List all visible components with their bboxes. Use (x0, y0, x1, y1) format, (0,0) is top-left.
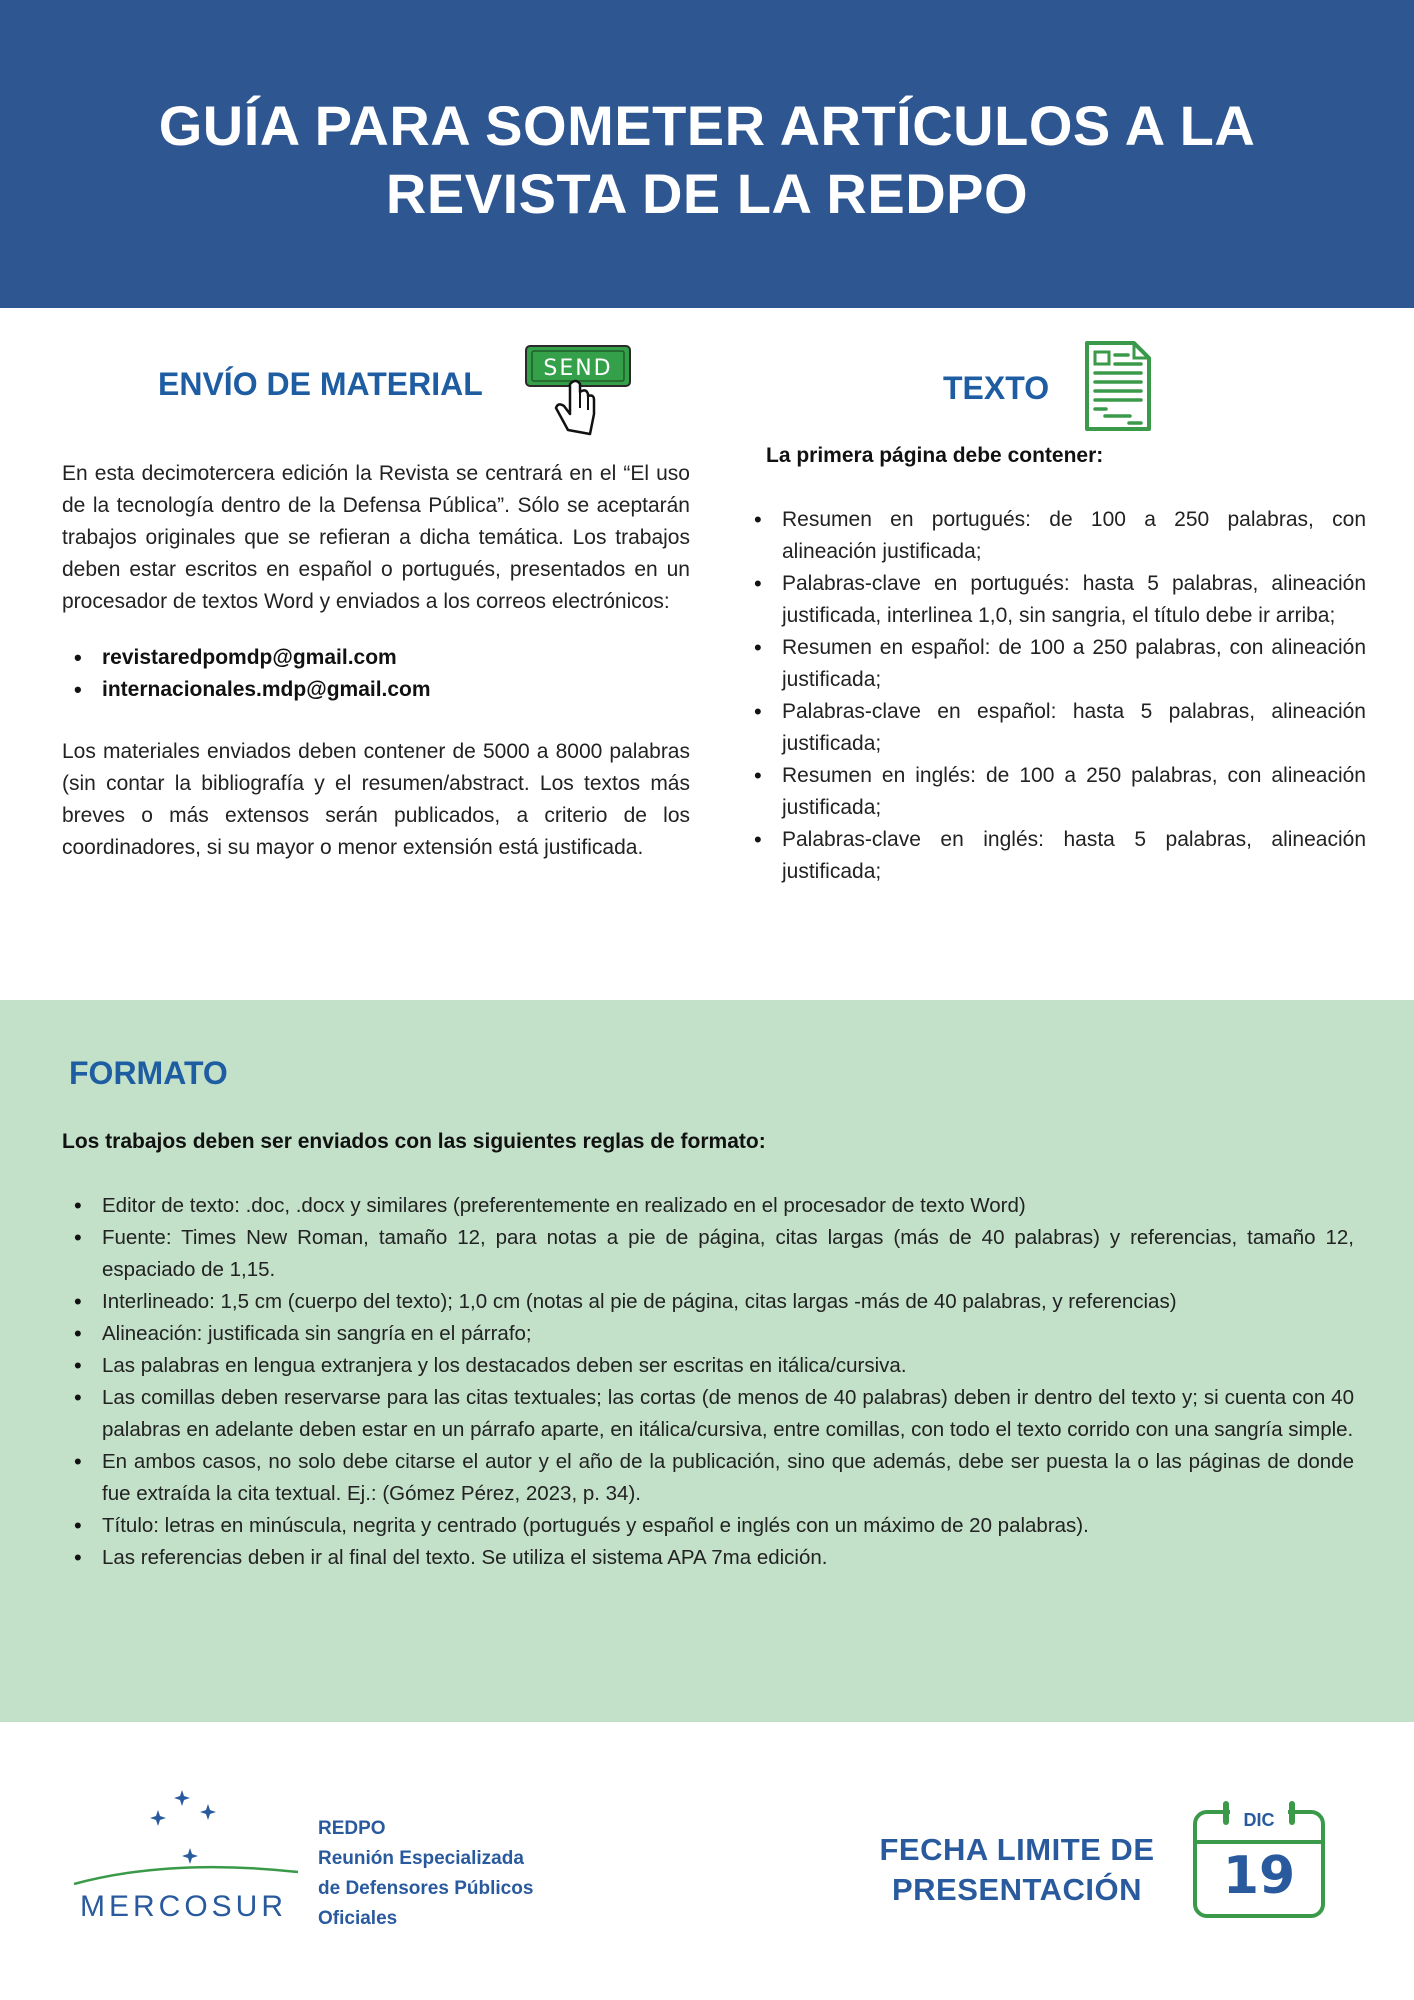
title-line-2: REVISTA DE LA REDPO (385, 162, 1029, 225)
texto-list-item: • Palabras-clave en inglés: hasta 5 palabras, alineación justificada; (782, 824, 1366, 888)
texto-list-item: • Resumen en inglés: de 100 a 250 palabras, con alineación justificada; (782, 760, 1366, 824)
deadline-label (862, 1830, 1172, 1910)
email-item[interactable]: • internacionales.mdp@gmail.com (102, 674, 690, 706)
formato-list-item: • Título: letras en minúscula, negrita y centrado (portugués y español e inglés con un máximo de 20 palabras). (102, 1510, 1354, 1542)
formato-list-item: • Las comillas deben reservarse para las citas textuales; las cortas (de menos de 40 palabras) deben ir dentro del texto y; si cuenta con 40 palabras en adelante deben estar en un párrafo aparte, en itálica/cursiva, entre comillas, con todo el texto corrido con una sangría simple. (102, 1382, 1354, 1446)
header-banner (0, 0, 1414, 308)
envio-paragraph-2: Los materiales enviados deben contener de 5000 a 8000 palabras (sin contar la bibliografía y el resumen/abstract. Los textos más breves o más extensos serán publicados, a criterio de los coordinadores, si su mayor o menor extensión está justificada. (62, 740, 690, 859)
formato-intro: Los trabajos deben ser enviados con las siguientes reglas de formato: (62, 1130, 766, 1153)
texto-list-item: • Resumen en portugués: de 100 a 250 palabras, con alineación justificada; (782, 504, 1366, 568)
mercosur-logo-text: MERCOSUR (80, 1890, 288, 1923)
formato-list-item: • Las referencias deben ir al final del texto. Se utiliza el sistema APA 7ma edición. (102, 1542, 1354, 1574)
formato-list-item: • Las palabras en lengua extranjera y los destacados deben ser escritas en itálica/cursiva. (102, 1350, 1354, 1382)
texto-column (758, 440, 1366, 888)
deadline-line-1: FECHA LIMITE DE (879, 1832, 1155, 1867)
email-list (102, 642, 690, 706)
calendar-month: DIC (1243, 1810, 1275, 1830)
org-line: Oficiales (318, 1908, 398, 1929)
send-label: SEND (543, 356, 613, 381)
envio-section-title: ENVÍO DE MATERIAL (158, 366, 483, 402)
texto-list (782, 504, 1366, 888)
email-item[interactable]: • revistaredpomdp@gmail.com (102, 642, 690, 674)
formato-list (102, 1190, 1354, 1574)
send-button-icon (524, 344, 632, 438)
texto-list-item: • Palabras-clave en español: hasta 5 palabras, alineación justificada; (782, 696, 1366, 760)
texto-list-item: • Palabras-clave en portugués: hasta 5 palabras, alineación justificada, interlinea 1,0, sin sangria, el título debe ir arriba; (782, 568, 1366, 632)
envio-column (62, 458, 690, 864)
formato-list-item: • Alineación: justificada sin sangría en el párrafo; (102, 1318, 1354, 1350)
page-title (0, 92, 1414, 228)
mercosur-logo (70, 1780, 310, 1890)
formato-list-item: • En ambos casos, no solo debe citarse el autor y el año de la publicación, sino que además, debe ser puesta la o las páginas de donde fue extraída la cita textual. Ej.: (Gómez Pérez, 2023, p. 34). (102, 1446, 1354, 1510)
southern-cross-stars-icon (150, 1790, 216, 1864)
org-line: de Defensores Públicos (318, 1878, 534, 1899)
texto-section-title: TEXTO (943, 370, 1050, 406)
formato-section-title: FORMATO (69, 1055, 228, 1091)
formato-list-item: • Editor de texto: .doc, .docx y similares (preferentemente en realizado en el procesador de texto Word) (102, 1190, 1354, 1222)
calendar-day: 19 (1222, 1846, 1296, 1906)
envio-paragraph-1: En esta decimotercera edición la Revista se centrará en el “El uso de la tecnología dentro de la Defensa Pública”. Sólo se aceptarán trabajos originales que se refieran a dicha temática. Los trabajos deben estar escritos en español o portugués, presentados en un procesador de textos Word y enviados a los correos electrónicos: (62, 462, 690, 613)
organization-name (318, 1814, 533, 1934)
formato-list-item: • Fuente: Times New Roman, tamaño 12, para notas a pie de página, citas largas (más de 40 palabras) y referencias, tamaño 12, espaciado de 1,15. (102, 1222, 1354, 1286)
formato-list-item: • Interlineado: 1,5 cm (cuerpo del texto); 1,0 cm (notas al pie de página, citas largas -más de 40 palabras, y referencias) (102, 1286, 1354, 1318)
org-line: Reunión Especializada (318, 1848, 524, 1869)
title-line-1: GUÍA PARA SOMETER ARTÍCULOS A LA (158, 94, 1256, 157)
org-line: REDPO (318, 1818, 386, 1839)
texto-list-item: • Resumen en español: de 100 a 250 palabras, con alineación justificada; (782, 632, 1366, 696)
texto-intro: La primera página debe contener: (766, 444, 1104, 467)
deadline-line-2: PRESENTACIÓN (891, 1872, 1142, 1907)
document-icon (1084, 340, 1152, 432)
